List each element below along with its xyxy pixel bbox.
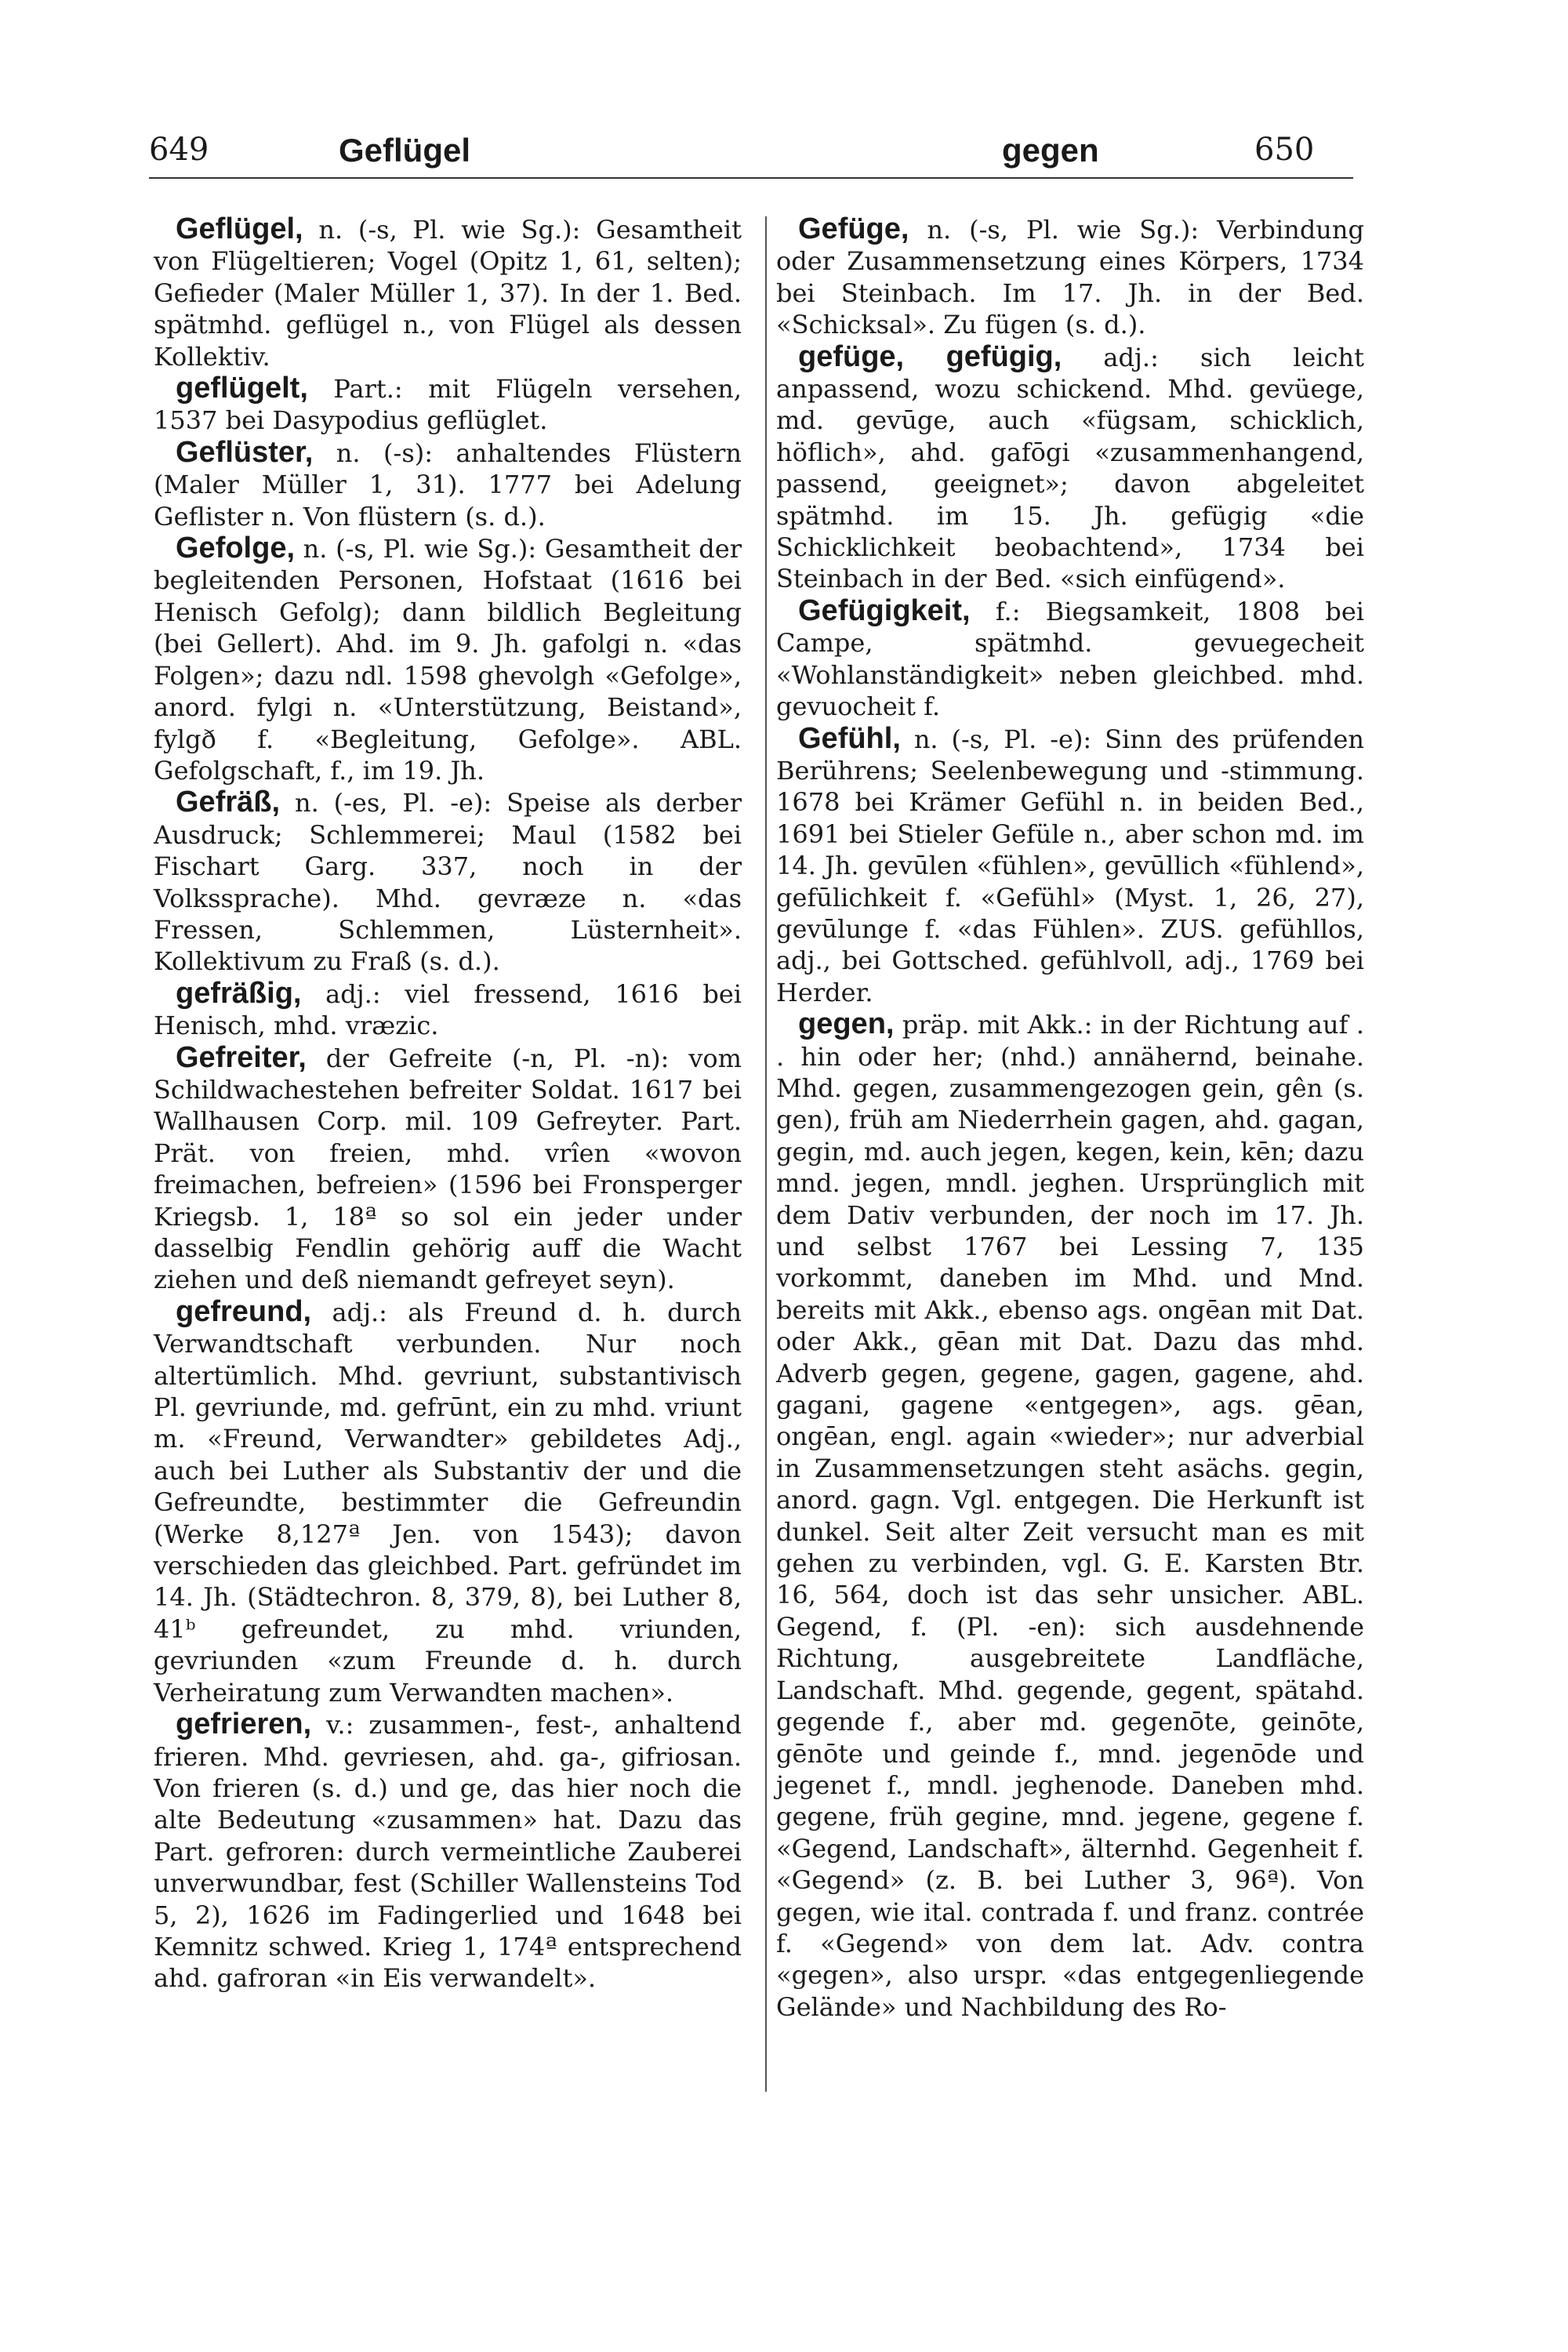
right-column xyxy=(776,213,1364,2023)
entry-text: n. (-s, Pl. wie Sg.): Gesamtheit von Flügeltieren; Vogel (Opitz 1, 61, selten); Gefieder (Maler Müller 1, 37). In der 1. Bed. spätmhd. geflügel n., von Flügel als dessen Kollektiv. xyxy=(154,215,742,372)
entry-text: f.: Biegsamkeit, 1808 bei Campe, spätmhd. gevuegecheit «Wohlanständigkeit» neben gleichbed. mhd. gevuocheit f. xyxy=(776,596,1364,722)
entry-headword: Gefühl, xyxy=(798,721,901,755)
entry-headword: Gefügigkeit, xyxy=(798,593,971,627)
entry xyxy=(154,532,742,786)
right-running-headword: gegen xyxy=(1002,132,1099,169)
entry xyxy=(776,1008,1364,2023)
entry-headword: gefüge, gefügig, xyxy=(798,339,1062,373)
entry-headword: gefräßig, xyxy=(176,976,302,1010)
entry xyxy=(154,978,742,1042)
entry-headword: Geflügel, xyxy=(176,212,303,245)
left-page-number: 649 xyxy=(149,132,209,168)
entry-headword: gegen, xyxy=(798,1007,895,1041)
header-rule xyxy=(149,177,1353,179)
entry xyxy=(154,786,742,977)
entry xyxy=(776,723,1364,1009)
entry xyxy=(776,341,1364,595)
left-running-headword: Geflügel xyxy=(339,132,471,169)
entry xyxy=(154,213,742,372)
entry-text: adj.: als Freund d. h. durch Verwandtschaft verbunden. Nur noch altertümlich. Mhd. gevriunt, substantivisch Pl. gevriunde, md. gefrūnt, ein zu mhd. vriunt m. «Freund, Verwandter» gebildetes Adj., auch bei Luther als Substantiv der und die Gefreundte, bestimmter die Gefreundin (Werke 8,127ª Jen. von 1543); davon verschieden das gleichbed. Part. gefründet im 14. Jh. (Städtechron. 8, 379, 8), bei Luther 8, 41ᵇ gefreundet, zu mhd. vriunden, gevriunden «zum Freunde d. h. durch Verheiratung zum Verwandten machen». xyxy=(154,1297,742,1708)
left-column xyxy=(154,213,742,1994)
entry-text: adj.: sich leicht anpassend, wozu schickend. Mhd. gevüege, md. gevūge, auch «fügsam, schicklich, höflich», ahd. gafōgi «zusammenhangend, passend, geeignet»; davon abgeleitet spätmhd. im 15. Jh. gefügig «die Schicklichkeit beobachtend», 1734 bei Steinbach in der Bed. «sich einfügend». xyxy=(776,342,1364,594)
entry xyxy=(154,372,742,437)
entry xyxy=(776,213,1364,341)
entry xyxy=(154,1296,742,1708)
entry-headword: Gefräß, xyxy=(176,786,281,819)
page-header xyxy=(0,132,1568,194)
entry xyxy=(154,1042,742,1296)
entry-headword: Geflüster, xyxy=(176,435,314,469)
entry-text: v.: zusammen-, fest-, anhaltend frieren. Mhd. gevriesen, ahd. ga-, gifriosan. Von frieren (s. d.) und ge, das hier noch die alte Bedeutung «zusammen» hat. Dazu das Part. gefroren: durch vermeintliche Zauberei unverwundbar, fest (Schiller Wallensteins Tod 5, 2), 1626 im Fadingerlied und 1648 bei Kemnitz schwed. Krieg 1, 174ª entsprechend ahd. gafroran «in Eis verwandelt». xyxy=(154,1710,742,1994)
entry-headword: Gefüge, xyxy=(798,212,909,245)
entry-headword: Gefreiter, xyxy=(176,1040,307,1074)
entry-text: n. (-es, Pl. -e): Speise als derber Ausdruck; Schlemmerei; Maul (1582 bei Fischart Garg. 337, noch in der Volkssprache). Mhd. gevræze n. «das Fressen, Schlemmen, Lüsternheit». Kollektivum zu Fraß (s. d.). xyxy=(154,788,742,977)
entry-headword: gefreund, xyxy=(176,1294,312,1328)
entry xyxy=(154,437,742,532)
entry-text: der Gefreite (-n, Pl. -n): vom Schildwachestehen befreiter Soldat. 1617 bei Wallhausen Corp. mil. 109 Gefreyter. Part. Prät. von freien, mhd. vrîen «wovon freimachen, befreien» (1596 bei Fronsperger Kriegsb. 1, 18ª so sol ein jeder under dasselbig Fendlin gehörig auff die Wacht ziehen und deß niemandt gefreyet seyn). xyxy=(154,1043,742,1295)
entry xyxy=(776,595,1364,723)
entry-headword: gefrieren, xyxy=(176,1708,312,1741)
entry-text: n. (-s, Pl. wie Sg.): Gesamtheit der begleitenden Personen, Hofstaat (1616 bei Henisch Gefolg); dann bildlich Begleitung (bei Gellert). Ahd. im 9. Jh. gafolgi n. «das Folgen»; dazu ndl. 1598 ghevolgh «Gefolge», anord. fylgi n. «Unterstützung, Beistand», fylgð f. «Begleitung, Gefolge». ABL. Gefolgschaft, f., im 19. Jh. xyxy=(154,534,742,786)
entry-text: Part.: mit Flügeln versehen, 1537 bei Dasypodius geflüglet. xyxy=(154,374,742,436)
column-divider xyxy=(765,216,767,2092)
entry-headword: geflügelt, xyxy=(176,372,308,405)
entry-text: präp. mit Akk.: in der Richtung auf . . hin oder her; (nhd.) annähernd, beinahe. Mhd. gegen, zusammengezogen gein, gên (s. gen), früh am Niederrhein gagen, ahd. gagan, gegin, md. auch jegen, kegen, kein, kēn; dazu mnd. jegen, mndl. jeghen. Ursprünglich mit dem Dativ verbunden, der noch im 17. Jh. und selbst 1767 bei Lessing 7, 135 vorkommt, daneben im Mhd. und Mnd. bereits mit Akk., ebenso ags. ongēan mit Dat. oder Akk., gēan mit Dat. Dazu das mhd. Adverb gegen, gegene, gagen, gagene, ahd. gagani, gagene «entgegen», ags. gēan, ongēan, engl. again «wieder»; nur adverbial in Zusammensetzungen steht asächs. gegin, anord. gagn. Vgl. entgegen. Die Herkunft ist dunkel. Seit alter Zeit versucht man es mit gehen zu verbinden, vgl. G. E. Karsten Btr. 16, 564, doch ist das sehr unsicher. ABL. Gegend, f. (Pl. -en): sich ausdehnende Richtung, ausgebreitete Landfläche, Landschaft. Mhd. gegende, gegent, spätahd. gegende f., aber md. gegenōte, geinōte, gēnōte und geinde f., mnd. jegenōde und jegenet f., mndl. jeghenode. Daneben mhd. gegene, früh gegine, mnd. jegene, gegene f. «Gegend, Landschaft», älternhd. Gegenheit f. «Gegend» (z. B. bei Luther 3, 96ª). Von gegen, wie ital. contrada f. und franz. contrée f. «Gegend» von dem lat. Adv. contra «gegen», also urspr. «das entgegenliegende Gelände» und Nachbildung des Ro- xyxy=(776,1010,1365,2022)
entry-text: adj.: viel fressend, 1616 bei Henisch, mhd. vræzic. xyxy=(154,978,742,1041)
entry xyxy=(154,1708,742,1994)
entry-text: n. (-s, Pl. -e): Sinn des prüfenden Berührens; Seelenbewegung und -stimmung. 1678 bei Krämer Gefühl n. in beiden Bed., 1691 bei Stieler Gefüle n., aber schon md. im 14. Jh. gevūlen «fühlen», gevūllich «fühlend», gefūlichkeit f. «Gefühl» (Myst. 1, 26, 27), gevūlunge f. «das Fühlen». ZUS. gefühllos, adj., bei Gottsched. gefühlvoll, adj., 1769 bei Herder. xyxy=(776,724,1364,1007)
right-page-number: 650 xyxy=(1254,132,1315,168)
entry-headword: Gefolge, xyxy=(176,532,296,565)
entry-text: n. (-s, Pl. wie Sg.): Verbindung oder Zusammensetzung eines Körpers, 1734 bei Steinbach. Im 17. Jh. in der Bed. «Schicksal». Zu fügen (s. d.). xyxy=(776,215,1365,340)
entry-text: n. (-s): anhaltendes Flüstern (Maler Müller 1, 31). 1777 bei Adelung Geflister n. Von flüstern (s. d.). xyxy=(154,437,742,532)
